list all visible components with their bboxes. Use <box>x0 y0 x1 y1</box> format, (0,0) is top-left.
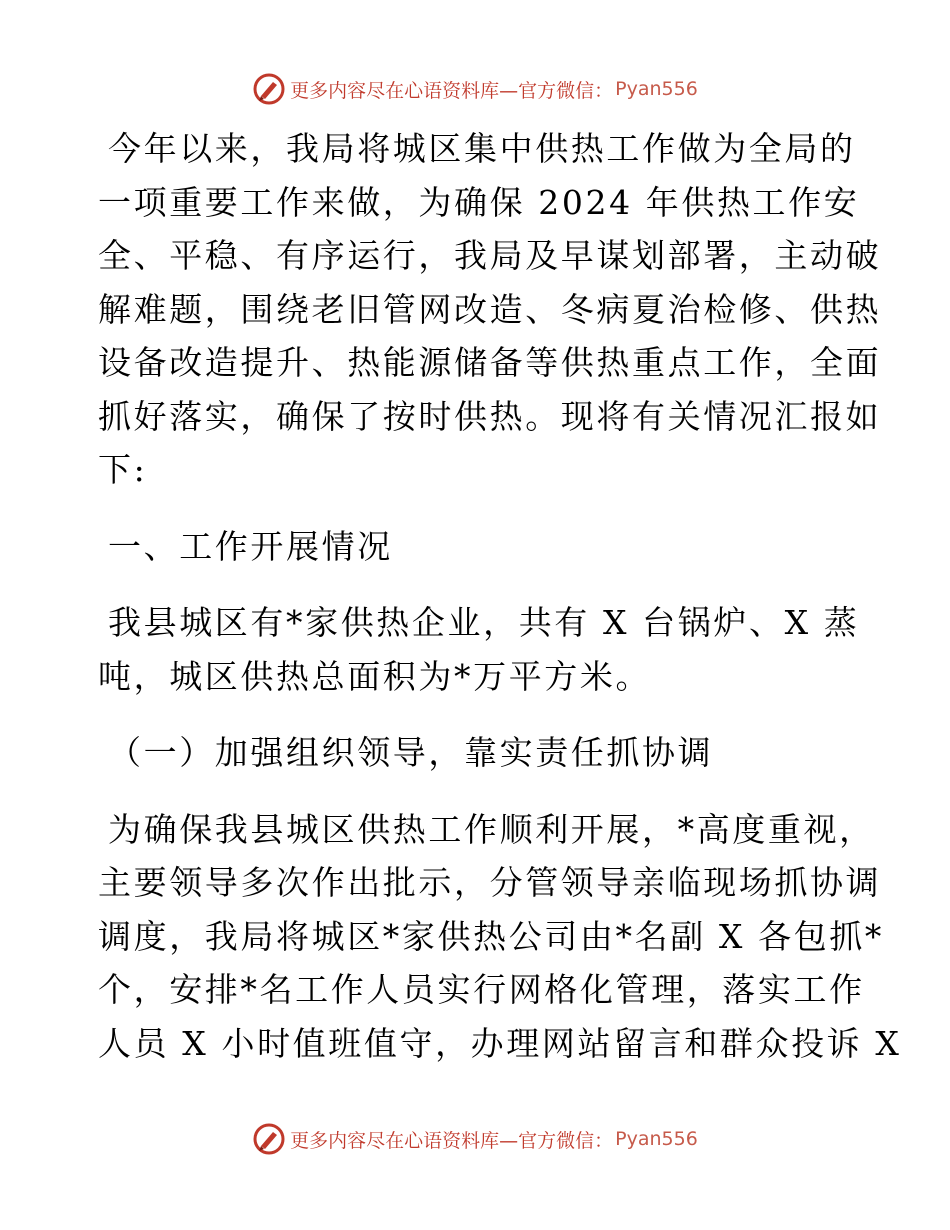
watermark-wechat-id: Pyan556 <box>615 1128 698 1150</box>
text-line: 解难题，围绕老旧管网改造、冬病夏治检修、供热 <box>98 289 882 329</box>
subsection-heading <box>98 726 850 780</box>
paragraph-organization <box>98 803 902 1071</box>
watermark-wechat-id: Pyan556 <box>615 78 698 100</box>
paragraph-intro <box>98 122 882 497</box>
text-line: 个，安排*名工作人员实行网格化管理，落实工作 <box>98 970 865 1009</box>
text-line: 吨，城区供热总面积为*万平方米。 <box>98 656 652 696</box>
text-line: 今年以来，我局将城区集中供热工作做为全局的 <box>108 129 856 168</box>
pen-logo-icon <box>252 72 286 106</box>
text-line: 人员 X 小时值班值守，办理网站留言和群众投诉 X <box>98 1023 902 1063</box>
watermark-footer <box>0 1122 950 1156</box>
watermark-text: 更多内容尽在心语资料库—官方微信： <box>290 79 614 102</box>
text-line: 我县城区有*家供热企业，共有 X 台锅炉、X 蒸 <box>108 603 860 642</box>
heading-line: （一）加强组织领导，靠实责任抓协调 <box>108 733 714 772</box>
text-line: 下: <box>98 450 148 489</box>
text-line: 为确保我县城区供热工作顺利开展，*高度重视， <box>108 809 875 849</box>
text-line: 一项重要工作来做，为确保 2024 年供热工作安 <box>98 182 860 222</box>
text-line: 全、平稳、有序运行，我局及早谋划部署，主动破 <box>98 236 882 275</box>
text-line: 调度，我局将城区*家供热公司由*名副 X 各包抓* <box>98 916 884 956</box>
text-line: 主要领导多次作出批示，分管领导亲临现场抓协调 <box>98 863 882 902</box>
section-heading <box>98 520 850 574</box>
text-line: 设备改造提升、热能源储备等供热重点工作，全面 <box>98 343 882 382</box>
pen-logo-icon <box>252 1122 286 1156</box>
heading-line: 一、工作开展情况 <box>108 526 393 566</box>
document-body <box>98 122 902 1070</box>
paragraph-overview <box>98 596 860 703</box>
watermark-text: 更多内容尽在心语资料库—官方微信： <box>290 1129 614 1152</box>
watermark-header <box>0 72 950 106</box>
text-line: 抓好落实，确保了按时供热。现将有关情况汇报如 <box>98 396 882 436</box>
